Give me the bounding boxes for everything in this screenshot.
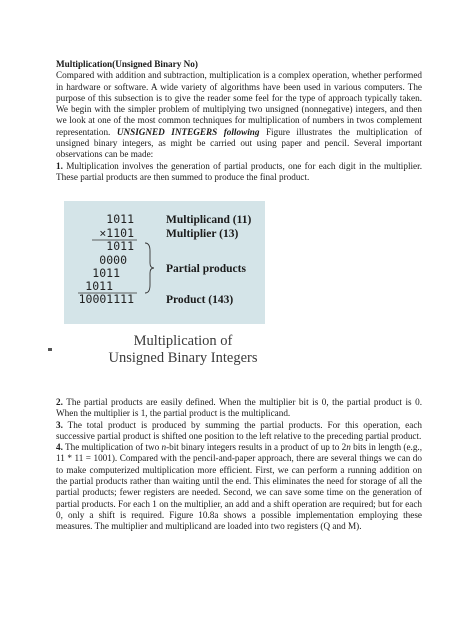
- figure-partial-4: 1011: [85, 279, 113, 293]
- observation-3-text: The total product is produced by summing the partial products. For this operation, each successive partial product is shifted one position to the left relative to the preceding partial product.: [56, 419, 422, 441]
- figure-multiplicand: 1011: [106, 212, 134, 226]
- observation-4-text-c: bits in length (e.g., 11 * 11 = 1001). Compared with the pencil-and-paper approach, there are several things we can do to make computerized multiplication more efficient. First, we can perform a running addition on the partial products rather than waiting until the end. This eliminates the need for storage of all the partial products; fewer registers are needed. Second, we can save some time on the generation of partial products. For each 1 on the multiplier, an add and a shift operation are required; but for each 0, only a shift is required. Figure 10.8a shows a possible implementation employing these measures. The multiplier and multiplicand are loaded into two registers (Q and M).: [56, 442, 423, 532]
- observation-1-number: 1.: [56, 160, 63, 171]
- label-multiplicand: Multiplicand (11): [166, 214, 252, 226]
- figure-partial-3: 1011: [92, 266, 120, 280]
- figure-drawing: [64, 201, 265, 324]
- observation-4-n1: n: [161, 442, 167, 453]
- observation-4: [56, 442, 422, 532]
- observation-2-text: The partial products are easily defined. When the multiplier bit is 0, the partial product is 0. When the multiplier is 1, the partial product is the multiplicand.: [56, 397, 422, 419]
- label-product: Product (143): [166, 294, 234, 306]
- multiplication-figure: [64, 201, 265, 324]
- figure-product: 10001111: [78, 292, 134, 306]
- observation-3: [56, 420, 422, 443]
- observation-4-n2: n: [346, 442, 351, 453]
- observation-4-text-b: -bit binary integers results in a product of up to 2: [166, 442, 347, 453]
- section-heading: Multiplication(Unsigned Binary No): [56, 59, 198, 69]
- figure-partial-2: 0000: [99, 253, 127, 267]
- intro-paragraph: [56, 70, 422, 160]
- figure-caption: [98, 333, 268, 367]
- figure-partial-1: 1011: [106, 239, 134, 253]
- observation-2: [56, 397, 422, 420]
- intro-text-2: Figure illustrates the multiplication of unsigned binary integers, as might be carried out using paper and pencil. Several important observations can be made:: [56, 126, 422, 160]
- intro-text-1: Compared with addition and subtraction, multiplication is a complex operation, whether performed in hardware or software. A wide variety of algorithms have been used in various computers. The purpose of this subsection is to give the reader some feel for the type of approach typically taken. We begin with the simpler problem of multiplying two unsigned (nonnegative) integers, and then we look at one of the most common techniques for multiplication of numbers in twos complement representation.: [56, 70, 422, 137]
- observations-section: [56, 397, 422, 533]
- observation-2-number: 2.: [56, 397, 63, 407]
- observation-4-number: 4.: [56, 442, 63, 453]
- figure-brace: [145, 243, 154, 293]
- caption-line-1: Multiplication of: [133, 333, 233, 349]
- margin-mark: [48, 348, 52, 351]
- label-partial-products: Partial products: [166, 263, 246, 275]
- caption-line-2: Unsigned Binary Integers: [108, 350, 258, 366]
- observation-1-text: Multiplication involves the generation of partial products, one for each digit in the multiplier. These partial products are then summed to produce the final product.: [56, 160, 422, 182]
- observation-4-text-a: The multiplication of two: [62, 442, 162, 453]
- observation-1: [56, 161, 422, 184]
- label-multiplier: Multiplier (13): [166, 228, 239, 240]
- figure-multiplier: ×1101: [99, 226, 134, 240]
- intro-emphasis: UNSIGNED INTEGERS following: [116, 126, 260, 137]
- observation-3-number: 3.: [56, 419, 63, 430]
- intro-section: [56, 59, 422, 183]
